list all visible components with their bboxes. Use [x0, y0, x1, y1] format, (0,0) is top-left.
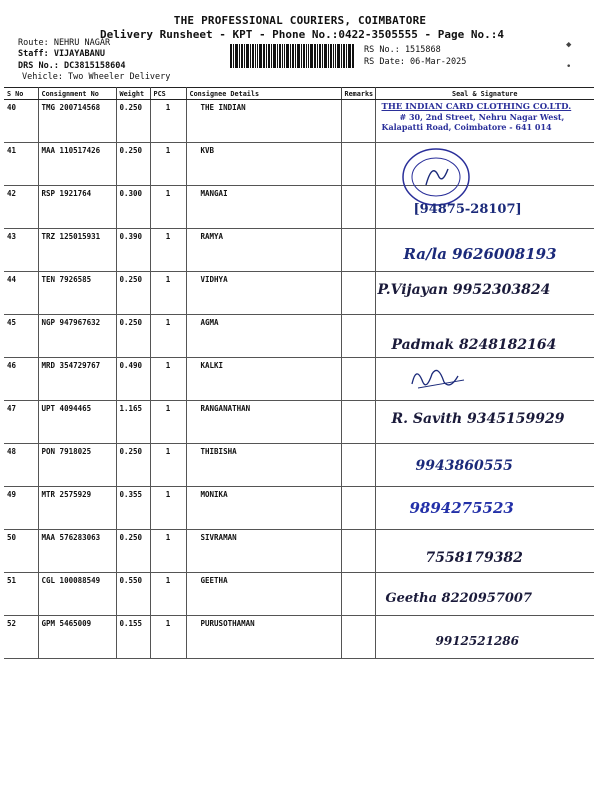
table-header-row: [4, 88, 594, 100]
table-row: [4, 616, 594, 659]
row-consignment: TMG 200714568: [38, 100, 116, 143]
seal-line-3: Kalapatti Road, Coimbatore - 641 014: [381, 122, 552, 132]
row-consignee: KALKI: [186, 358, 341, 401]
row-consignee: GEETHA: [186, 573, 341, 616]
table-row: [4, 315, 594, 358]
route-label: Route: NEHRU NAGAR: [18, 38, 111, 48]
row-pcs: 1: [150, 143, 186, 186]
row-pcs: 1: [150, 358, 186, 401]
row-signature: [375, 143, 594, 186]
row-weight: 0.490: [116, 358, 150, 401]
rs-date: RS Date: 06-Mar-2025: [364, 57, 467, 67]
row-signature: [375, 186, 594, 229]
signature-text: 7558179382: [425, 550, 523, 566]
row-weight: 0.550: [116, 573, 150, 616]
seal-line-2: # 30, 2nd Street, Nehru Nagar West,: [399, 112, 565, 122]
signature-text: 9943860555: [415, 458, 513, 474]
seal-line-1: THE INDIAN CARD CLOTHING CO.LTD.: [381, 102, 572, 112]
row-weight: 0.300: [116, 186, 150, 229]
col-sno: S No: [4, 88, 38, 100]
row-signature: [375, 444, 594, 487]
row-remarks: [341, 272, 375, 315]
row-signature: [375, 573, 594, 616]
col-consignment: Consignment No: [38, 88, 116, 100]
row-remarks: [341, 143, 375, 186]
row-remarks: [341, 444, 375, 487]
row-sno: 44: [4, 272, 38, 315]
row-consignment: TRZ 125015931: [38, 229, 116, 272]
row-consignment: PON 7918025: [38, 444, 116, 487]
row-consignee: AGMA: [186, 315, 341, 358]
staff-label: Staff: VIJAYABANU: [18, 49, 105, 59]
drs-label: DRS No.: DC3815158604: [18, 61, 126, 71]
row-signature: [375, 616, 594, 659]
row-pcs: 1: [150, 315, 186, 358]
row-pcs: 1: [150, 444, 186, 487]
table-row: [4, 401, 594, 444]
row-consignment: TEN 7926585: [38, 272, 116, 315]
table-row: [4, 143, 594, 186]
row-remarks: [341, 100, 375, 143]
row-weight: 0.250: [116, 530, 150, 573]
table-row: [4, 573, 594, 616]
col-weight: Weight: [116, 88, 150, 100]
row-consignment: MAA 110517426: [38, 143, 116, 186]
row-sno: 48: [4, 444, 38, 487]
table-row: [4, 444, 594, 487]
row-weight: 0.390: [116, 229, 150, 272]
row-sno: 40: [4, 100, 38, 143]
row-sno: 51: [4, 573, 38, 616]
row-consignee: RANGANATHAN: [186, 401, 341, 444]
row-consignment: RSP 1921764: [38, 186, 116, 229]
signature-text: 9912521286: [435, 634, 519, 648]
signature-text: P.Vijayan 9952303824: [377, 282, 551, 298]
row-remarks: [341, 487, 375, 530]
row-pcs: 1: [150, 186, 186, 229]
row-consignee: PURUSOTHAMAN: [186, 616, 341, 659]
row-consignment: MTR 2575929: [38, 487, 116, 530]
row-consignee: RAMYA: [186, 229, 341, 272]
row-pcs: 1: [150, 401, 186, 444]
col-signature: Seal & Signature: [375, 88, 594, 100]
table-row: [4, 100, 594, 143]
row-consignee: VIDHYA: [186, 272, 341, 315]
col-pcs: PCS: [150, 88, 186, 100]
row-signature: [375, 401, 594, 444]
row-consignment: MAA 576283063: [38, 530, 116, 573]
row-signature: [375, 358, 594, 401]
table-row: [4, 229, 594, 272]
row-weight: 1.165: [116, 401, 150, 444]
row-remarks: [341, 186, 375, 229]
row-remarks: [341, 530, 375, 573]
row-weight: 0.250: [116, 143, 150, 186]
table-row: [4, 530, 594, 573]
table-row: [4, 272, 594, 315]
row-weight: 0.355: [116, 487, 150, 530]
row-sno: 47: [4, 401, 38, 444]
row-consignment: GPM 5465009: [38, 616, 116, 659]
row-sno: 45: [4, 315, 38, 358]
row-pcs: 1: [150, 530, 186, 573]
row-weight: 0.250: [116, 444, 150, 487]
table-row: [4, 358, 594, 401]
row-pcs: 1: [150, 229, 186, 272]
vehicle-label: Vehicle: Two Wheeler Delivery: [22, 72, 171, 82]
row-sno: 50: [4, 530, 38, 573]
runsheet-table: [4, 87, 594, 659]
signature-text: R. Savith 9345159929: [391, 411, 565, 427]
row-weight: 0.250: [116, 315, 150, 358]
row-consignee: THE INDIAN: [186, 100, 341, 143]
row-pcs: 1: [150, 272, 186, 315]
col-remarks: Remarks: [341, 88, 375, 100]
row-remarks: [341, 616, 375, 659]
row-signature: [375, 272, 594, 315]
company-title: THE PROFESSIONAL COURIERS, COIMBATORE: [173, 14, 427, 27]
row-weight: 0.250: [116, 272, 150, 315]
table-row: [4, 186, 594, 229]
row-signature: [375, 229, 594, 272]
corner-mark-2: •: [566, 62, 572, 72]
row-remarks: [341, 401, 375, 444]
barcode: [230, 44, 354, 68]
row-pcs: 1: [150, 100, 186, 143]
row-signature: [375, 315, 594, 358]
row-sno: 42: [4, 186, 38, 229]
row-remarks: [341, 358, 375, 401]
row-sno: 52: [4, 616, 38, 659]
row-consignment: CGL 100088549: [38, 573, 116, 616]
row-sno: 41: [4, 143, 38, 186]
signature-text: [94875-28107]: [413, 202, 522, 217]
corner-mark-1: ◆: [566, 40, 572, 50]
row-consignee: MANGAI: [186, 186, 341, 229]
signature-text: Padmak 8248182164: [391, 337, 557, 353]
row-consignee: SIVRAMAN: [186, 530, 341, 573]
row-pcs: 1: [150, 616, 186, 659]
signature-text: 9894275523: [409, 499, 514, 517]
row-signature: [375, 530, 594, 573]
row-remarks: [341, 315, 375, 358]
signature-scribble: [404, 362, 474, 396]
row-consignee: THIBISHA: [186, 444, 341, 487]
row-sno: 46: [4, 358, 38, 401]
row-signature: [375, 487, 594, 530]
runsheet-heading: Delivery Runsheet - KPT - Phone No.:0422-3505555 - Page No.:4: [100, 28, 504, 41]
row-sno: 43: [4, 229, 38, 272]
row-signature: [375, 100, 594, 143]
row-consignment: UPT 4094465: [38, 401, 116, 444]
row-remarks: [341, 229, 375, 272]
row-consignee: KVB: [186, 143, 341, 186]
row-pcs: 1: [150, 573, 186, 616]
col-consignee: Consignee Details: [186, 88, 341, 100]
row-consignment: NGP 947967632: [38, 315, 116, 358]
signature-text: Geetha 8220957007: [385, 591, 533, 606]
row-consignment: MRD 354729767: [38, 358, 116, 401]
row-pcs: 1: [150, 487, 186, 530]
row-consignee: MONIKA: [186, 487, 341, 530]
row-weight: 0.155: [116, 616, 150, 659]
table-row: [4, 487, 594, 530]
row-weight: 0.250: [116, 100, 150, 143]
company-seal: [382, 102, 572, 132]
rs-number: RS No.: 1515868: [364, 45, 441, 55]
signature-text: Ra/la 9626008193: [403, 245, 557, 263]
row-sno: 49: [4, 487, 38, 530]
row-remarks: [341, 573, 375, 616]
